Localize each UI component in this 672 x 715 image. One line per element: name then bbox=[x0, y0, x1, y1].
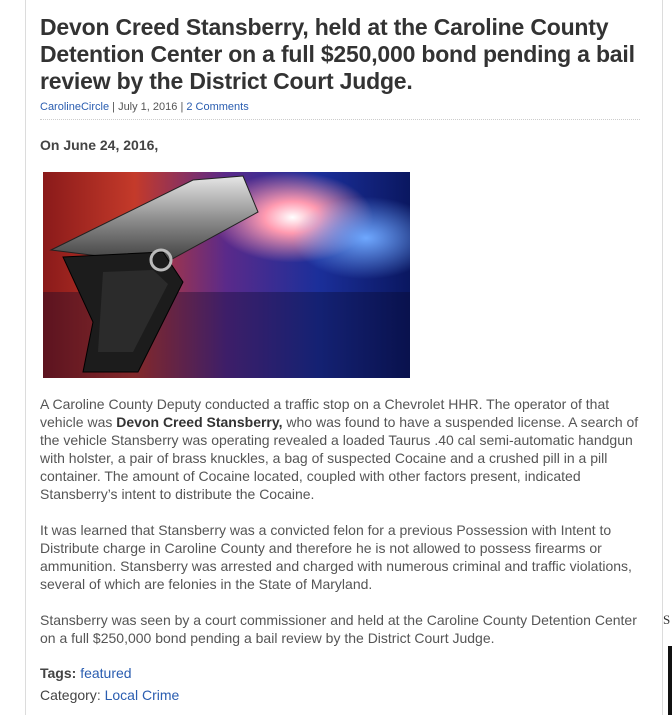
sidebar-edge-widget bbox=[668, 646, 672, 715]
meta-divider bbox=[40, 119, 640, 120]
meta-separator: | bbox=[177, 101, 187, 113]
category-colon: : bbox=[96, 687, 105, 703]
body-text: A Caroline County Deputy conducted a traffic stop on a Chevrolet HHR. The operator of that vehicle was bbox=[40, 396, 610, 430]
post-title: Devon Creed Stansberry, held at the Caroline County Detention Center on a full $250,000 bond pending a bail review by the District Court Judge. bbox=[40, 14, 635, 94]
category-link[interactable]: Local Crime bbox=[104, 687, 180, 703]
body-paragraph: Stansberry was seen by a court commissioner and held at the Caroline County Detention Center on a full $250,000 bond pending a bail review by the District Court Judge. bbox=[40, 612, 637, 646]
sidebar-edge-text: S bbox=[663, 612, 671, 627]
meta-separator: | bbox=[109, 101, 119, 113]
tags-label: Tags: bbox=[40, 665, 77, 681]
lead-date: On June 24, 2016, bbox=[40, 137, 159, 153]
post-article bbox=[25, 0, 663, 715]
body-paragraph: It was learned that Stansberry was a convicted felon for a previous Possession with Intent to Distribute charge in Caroline County and therefore he is not allowed to possess firearms or ammunition. Stansberry was arrested and charged with numerous criminal and traffic violations, several of which are felonies in the State of Maryland. bbox=[40, 522, 632, 592]
post-date: July 1, 2016 bbox=[118, 101, 178, 113]
post-meta bbox=[40, 101, 640, 113]
body-text: who was found to have a suspended license. A search of the vehicle Stansberry was operating revealed a loaded Taurus .40 cal semi-automatic handgun with holster, a pair of brass knuckles, a bag of suspected Cocaine and a crushed pill in a pill container. The amount of Cocaine located, coupled with other factors present, indicated Stansberry’s intent to distribute the Cocaine. bbox=[40, 414, 639, 502]
post-category bbox=[40, 687, 640, 703]
body-paragraph bbox=[40, 395, 640, 503]
post-content bbox=[40, 14, 640, 703]
comments-link[interactable]: 2 Comments bbox=[186, 101, 249, 113]
suspect-name: Devon Creed Stansberry, bbox=[116, 414, 283, 430]
post-tags bbox=[40, 665, 640, 681]
author-link[interactable]: CarolineCircle bbox=[40, 101, 110, 113]
handgun-police-lights-photo bbox=[43, 172, 410, 378]
category-label: Category bbox=[40, 687, 97, 703]
tag-link[interactable]: featured bbox=[80, 665, 132, 681]
